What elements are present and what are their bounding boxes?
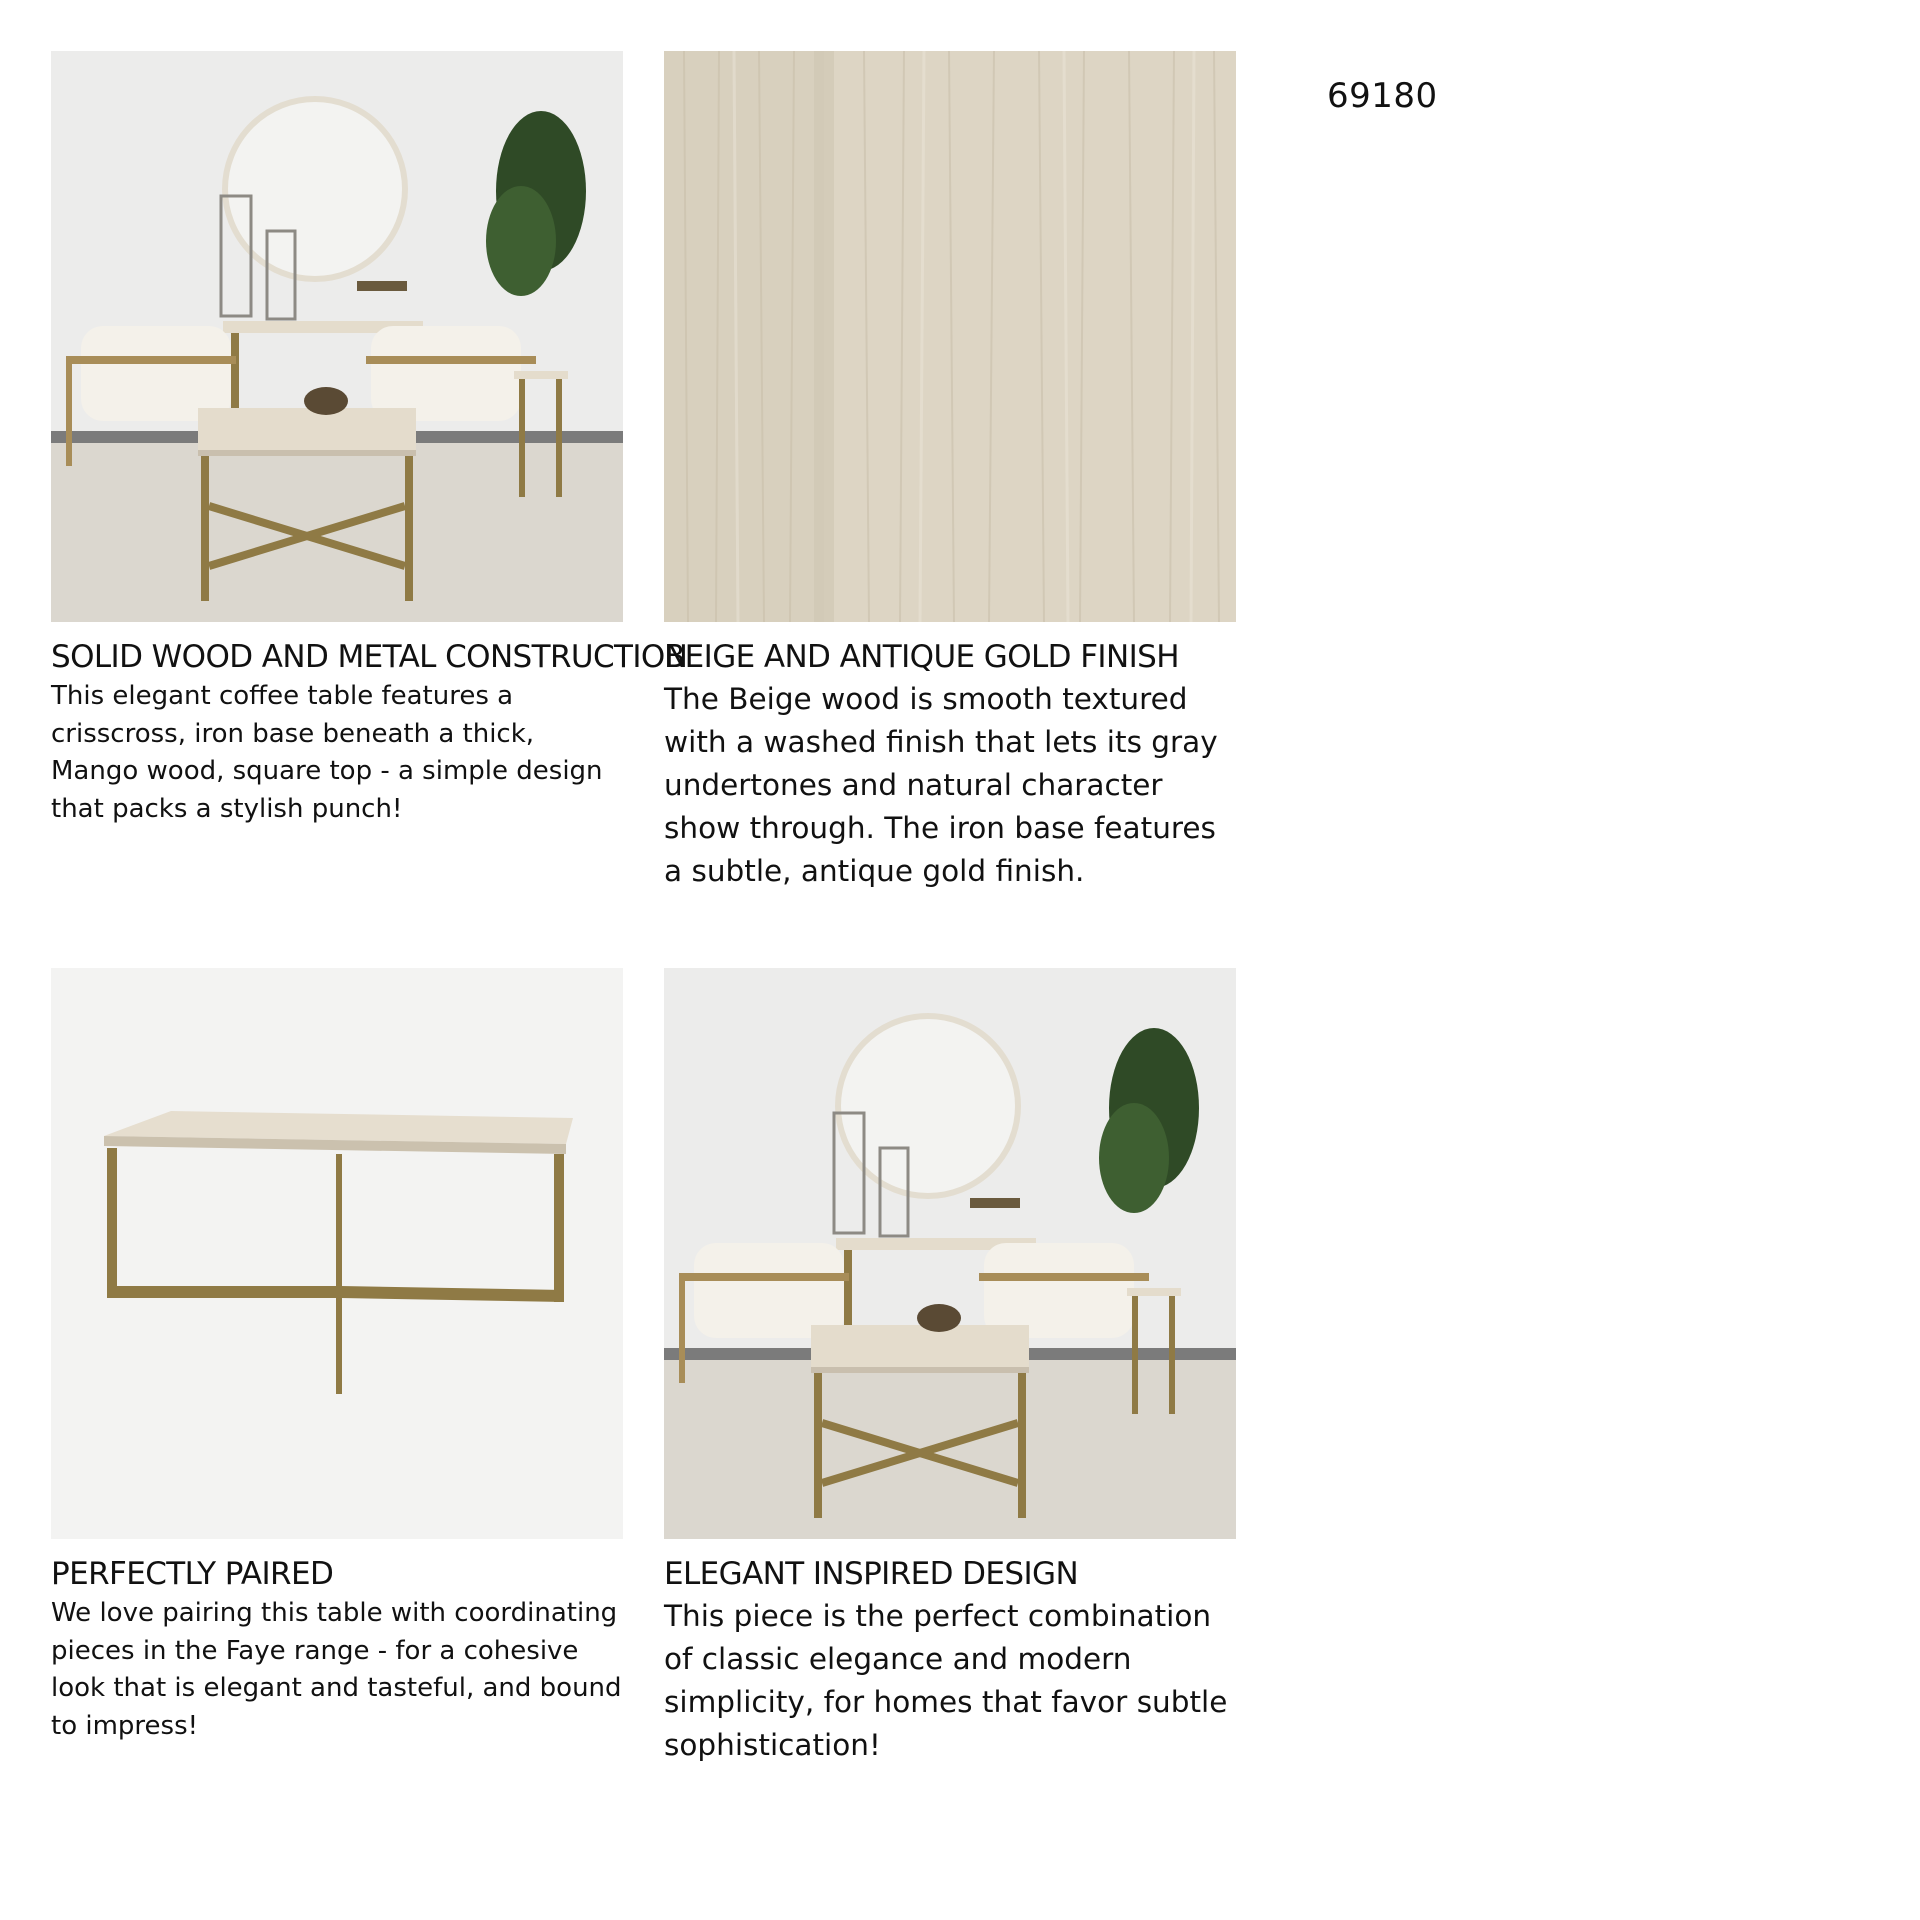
room-scene-photo [51, 51, 623, 622]
table-product-image [51, 968, 623, 1539]
card-title: ELEGANT INSPIRED DESIGN [664, 1556, 1079, 1592]
card-description: This elegant coffee table features a crisscross, iron base beneath a thick, Mango wood, square top - a simple design that packs a stylish punch! [51, 681, 603, 824]
card-title: BEIGE AND ANTIQUE GOLD FINISH [664, 639, 1179, 675]
feature-card-design [664, 968, 1236, 1767]
feature-card-finish [664, 51, 1236, 893]
feature-card-construction [51, 51, 688, 828]
card-description: We love pairing this table with coordinating pieces in the Faye range - for a cohesive look that is elegant and tasteful, and bound to impress! [51, 1598, 622, 1741]
card-description: This piece is the perfect combination of classic elegance and modern simplicity, for homes that favor subtle sophistication! [664, 1599, 1228, 1762]
wood-texture-photo [664, 51, 1236, 622]
room-scene-image-2 [664, 968, 1236, 1539]
card-title: PERFECTLY PAIRED [51, 1556, 334, 1592]
product-sku: 69180 [1327, 76, 1438, 116]
card-description: The Beige wood is smooth textured with a washed finish that lets its gray undertones and natural character show through. The iron base features a subtle, antique gold finish. [664, 682, 1218, 888]
wood-texture-image [664, 51, 1236, 622]
card-title: SOLID WOOD AND METAL CONSTRUCTION [51, 639, 688, 675]
room-scene-photo-2 [664, 968, 1236, 1539]
room-scene-image [51, 51, 623, 622]
table-product-photo [51, 968, 623, 1539]
feature-card-paired [51, 968, 623, 1745]
